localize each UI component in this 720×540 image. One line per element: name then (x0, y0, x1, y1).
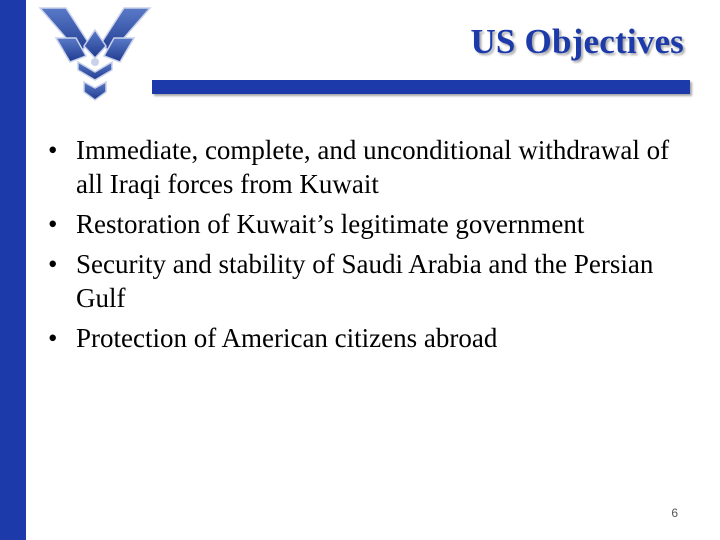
bullet-marker: • (48, 323, 58, 353)
list-item (48, 207, 698, 241)
list-item (48, 321, 698, 355)
left-accent-bar (0, 0, 26, 540)
title-underline (152, 80, 690, 94)
bullet-marker: • (48, 135, 58, 165)
page-number: 6 (671, 506, 678, 520)
air-force-wings-icon (36, 0, 154, 110)
bullet-marker: • (48, 249, 58, 279)
bullet-marker: • (48, 209, 58, 239)
slide-title: US Objectives (470, 22, 684, 61)
bullet-text: Immediate, complete, and unconditional withdrawal of all Iraqi forces from Kuwait (76, 135, 670, 199)
bullet-text: Protection of American citizens abroad (76, 323, 498, 353)
bullet-list (48, 133, 698, 361)
list-item (48, 133, 698, 201)
list-item (48, 247, 698, 315)
bullet-text: Security and stability of Saudi Arabia and the Persian Gulf (76, 249, 654, 313)
bullet-text: Restoration of Kuwait’s legitimate government (76, 209, 585, 239)
